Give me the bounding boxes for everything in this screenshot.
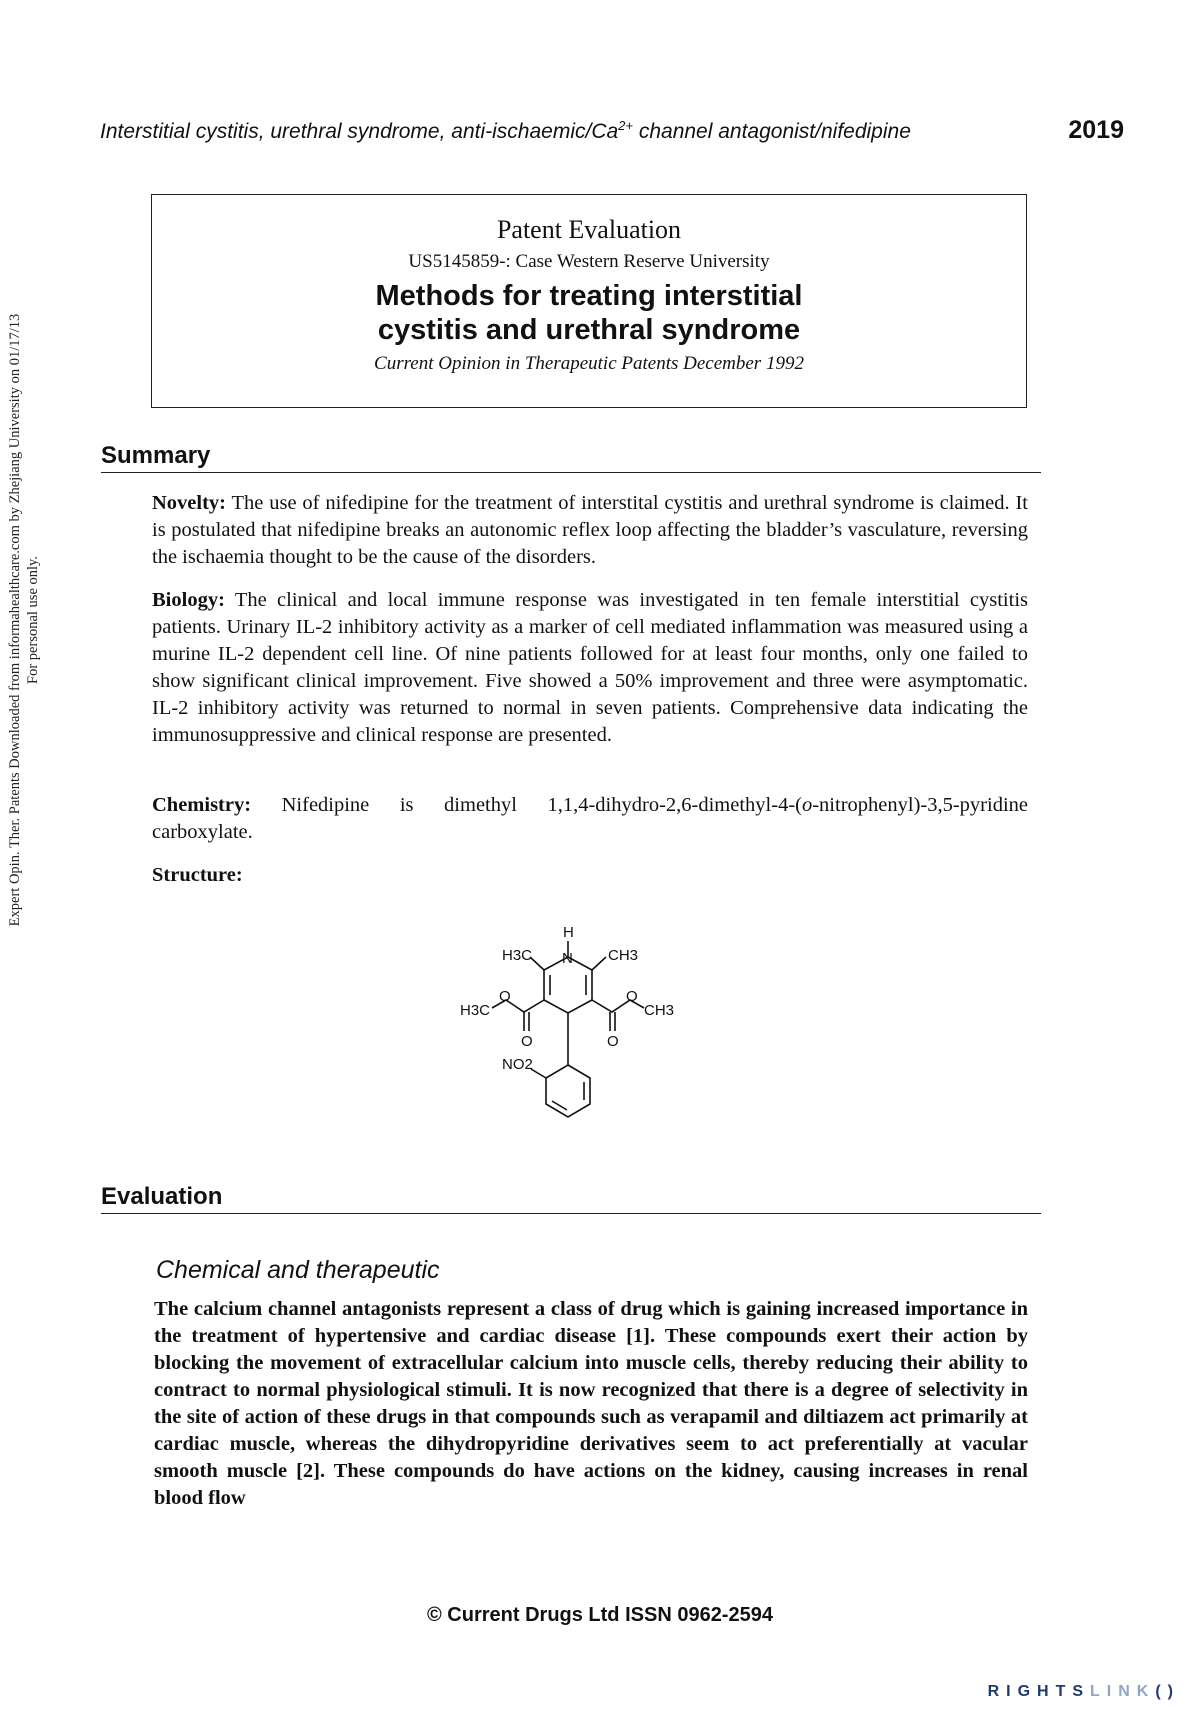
- chemistry-text-1: Nifedipine is dimethyl 1,1,4-dihydro-2,6-dimethyl-4-(: [251, 794, 802, 816]
- novelty-text: The use of nifedipine for the treatment of interstital cystitis and urethral syndrome is claimed. It is postulated that nifedipine breaks an autonomic reflex loop affecting the bladder’s vasculature, reversing the ischaemia thought to be the cause of the disorders.: [152, 492, 1028, 568]
- atom-n: N: [562, 950, 573, 967]
- biology-text: The clinical and local immune response was investigated in ten female interstitial cystitis patients. Urinary IL-2 inhibitory activity as a marker of cell mediated inflammation was measured using a murine IL-2 dependent cell line. Of nine patients followed for at least four months, only one failed to show significant clinical improvement. Five showed a 50% improvement and three were asymptomatic. IL-2 inhibitory activity was returned to normal in seven patients. Comprehensive data indicating the immunosuppressive and clinical response are presented.: [152, 589, 1028, 746]
- atom-o-right-carbonyl: O: [607, 1033, 619, 1050]
- nitro-bond: [531, 1069, 546, 1078]
- running-title-part2: channel antagonist/nifedipine: [633, 120, 911, 143]
- patent-title: Methods for treating interstitial cystitis and urethral syndrome: [375, 280, 803, 346]
- side-note-line2: For personal use only.: [25, 556, 41, 684]
- novelty-label: Novelty:: [152, 492, 227, 514]
- side-note-line1: Expert Opin. Ther. Patents Downloaded from informahealthcare.com by Zhejiang University on 01/17/13: [7, 313, 23, 927]
- patent-number: US5145859-: Case Western Reserve University: [408, 251, 770, 272]
- structure-label: Structure:: [152, 864, 243, 886]
- nifedipine-structure: [430, 915, 730, 1145]
- atom-ch3-ester: CH3: [644, 1002, 675, 1019]
- download-side-note: [6, 0, 42, 1240]
- right-methyl-bond: [592, 957, 606, 970]
- evaluation-heading: Evaluation: [101, 1183, 1041, 1214]
- evaluation-body: The calcium channel antagonists represent a class of drug which is gaining increased importance in the treatment of hypertensive and cardiac disease [1]. These compounds exert their action by blocking the movement of extracellular calcium into muscle cells, thereby reducing their ability to contract to normal physiological stimuli. It is now recognized that there is a degree of selectivity in the site of action of these drugs in that compounds such as verapamil and diltiazem act primarily at cardiac muscle, whereas the dihydropyridine derivatives seem to act preferentially at vacular smooth muscle [2]. These compounds do have actions on the kidney, causing increases in renal blood flow: [154, 1298, 1028, 1509]
- chemistry-paragraph: [152, 792, 1028, 846]
- rightslink-part-b: LINK: [1090, 1683, 1156, 1700]
- novelty-paragraph: [152, 490, 1028, 571]
- running-title-part1: Interstitial cystitis, urethral syndrome, anti-ischaemic/Ca: [100, 120, 619, 143]
- rightslink-tail: (): [1155, 1683, 1180, 1700]
- atom-h-top: H: [563, 924, 574, 941]
- page-number: 2019: [1068, 116, 1124, 144]
- atom-o-left-carbonyl: O: [521, 1033, 533, 1050]
- running-header: [100, 118, 911, 144]
- rightslink-logo: [988, 1683, 1180, 1701]
- chemistry-label: Chemistry:: [152, 794, 252, 816]
- atom-h3c-ester: H3C: [460, 1002, 491, 1019]
- patent-evaluation-box: [151, 194, 1027, 408]
- copyright-footer: © Current Drugs Ltd ISSN 0962-2594: [427, 1604, 773, 1626]
- chemistry-text-2: -nitrophenyl)-3,5-pyridine carboxylate.: [152, 794, 1028, 843]
- rightslink-part-a: RIGHTS: [987, 1683, 1091, 1700]
- journal-citation: Current Opinion in Therapeutic Patents December 1992: [374, 353, 804, 374]
- left-methyl-bond: [530, 957, 544, 970]
- biology-paragraph: [152, 587, 1028, 749]
- patent-evaluation-label: Patent Evaluation: [496, 215, 682, 244]
- biology-label: Biology:: [152, 589, 225, 611]
- atom-o-left-ether: O: [499, 988, 511, 1005]
- atom-h3c-top: H3C: [502, 947, 533, 964]
- running-title-superscript: 2+: [618, 118, 633, 133]
- atom-o-right-ether: O: [626, 988, 638, 1005]
- chemistry-italic: o: [801, 794, 813, 816]
- group-no2: NO2: [502, 1056, 533, 1073]
- evaluation-subheading: Chemical and therapeutic: [156, 1256, 440, 1284]
- atom-ch3-top: CH3: [608, 947, 639, 964]
- summary-heading: Summary: [101, 442, 1041, 473]
